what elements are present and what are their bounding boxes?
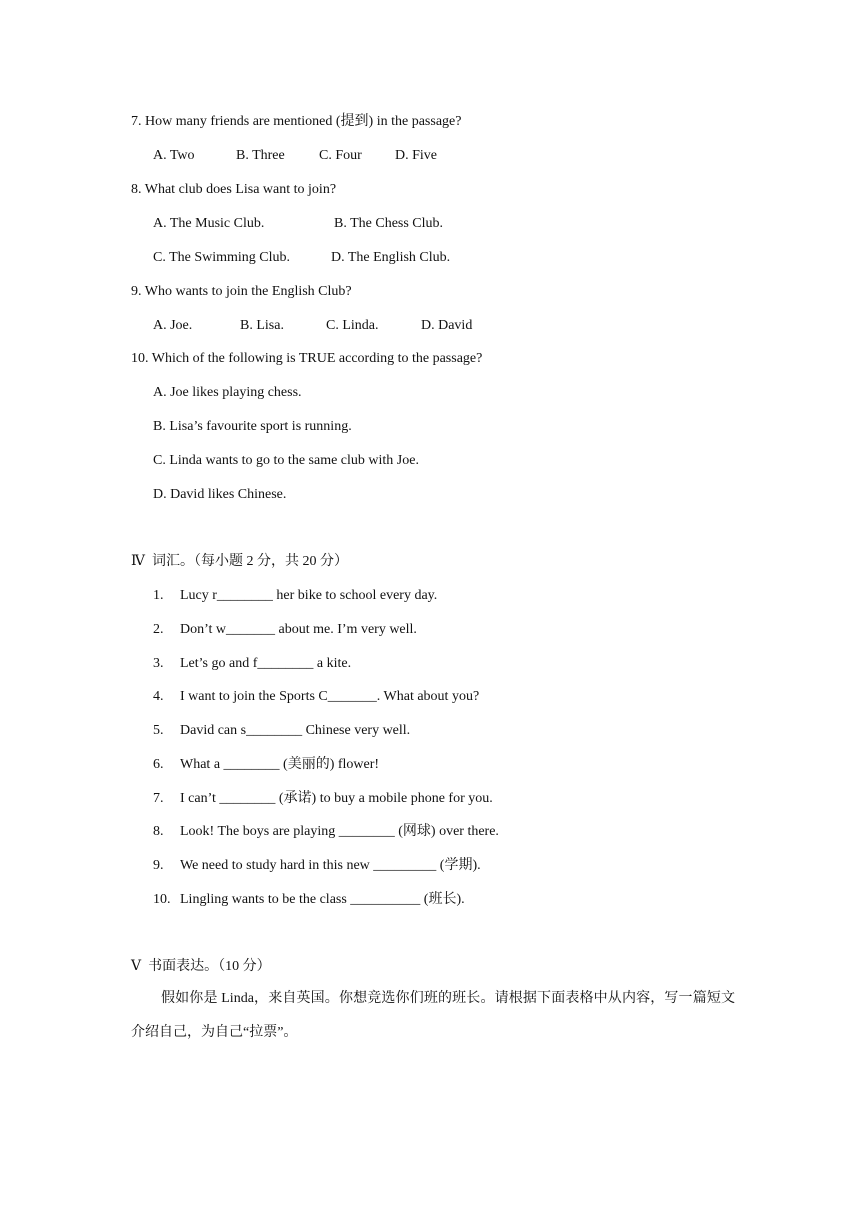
vocab-item	[153, 891, 465, 963]
vocab-item-number: 5.	[153, 723, 164, 738]
vocab-item-text: I can’t ________ (承诺) to buy a mobile phone for you.	[180, 791, 493, 806]
vocab-item-text: Lucy r________ her bike to school every day.	[180, 588, 438, 603]
option: B. Lisa’s favourite sport is running.	[153, 419, 352, 434]
vocab-item-number: 2.	[153, 622, 164, 637]
option: B. Lisa.	[240, 318, 284, 333]
option: C. Linda.	[326, 318, 379, 333]
option: C. The Swimming Club.	[153, 250, 291, 265]
vocab-item-text: We need to study hard in this new _________ (学期).	[180, 858, 481, 873]
question-7: 7. How many friends are mentioned (提到) in the passage?	[131, 114, 462, 129]
option: D. David likes Chinese.	[153, 487, 287, 502]
question-8: 8. What club does Lisa want to join?	[131, 182, 337, 197]
question-9: 9. Who wants to join the English Club?	[131, 284, 352, 299]
vocab-item-number: 3.	[153, 656, 164, 671]
vocab-item-text: Lingling wants to be the class __________ (班长).	[180, 892, 465, 907]
option: A. Joe likes playing chess.	[153, 385, 302, 400]
option: A. Two	[153, 148, 195, 163]
option: A. Joe.	[153, 318, 193, 333]
option: B. The Chess Club.	[334, 216, 444, 231]
option: C. Four	[319, 148, 362, 163]
vocab-item-text: Look! The boys are playing ________ (网球) over there.	[180, 824, 499, 839]
section-heading-writing: Ⅴ 书面表达。（10 分）	[131, 959, 271, 974]
vocab-item-text: Let’s go and f________ a kite.	[180, 656, 352, 671]
writing-prompt: 假如你是 Linda，来自英国。你想竞选你们班的班长。请根据下面表格中从内容，写一篇短文介绍自己，为自己“拉票”。	[131, 991, 735, 1040]
option: D. Five	[395, 148, 437, 163]
vocab-item-number: 9.	[153, 858, 164, 873]
vocab-item-text: Don’t w_______ about me. I’m very well.	[180, 622, 417, 637]
vocab-item-number: 10.	[153, 892, 171, 907]
vocab-item-number: 4.	[153, 689, 164, 704]
section-heading-vocabulary: Ⅳ 词汇。（每小题 2 分，共 20 分）	[131, 554, 348, 569]
question-10: 10. Which of the following is TRUE according to the passage?	[131, 351, 483, 366]
vocab-item-text: What a ________ (美丽的) flower!	[180, 757, 380, 772]
vocab-item-text: I want to join the Sports C_______. What about you?	[180, 689, 480, 704]
vocab-item-number: 6.	[153, 757, 164, 772]
option: D. David	[421, 318, 473, 333]
vocab-item-number: 7.	[153, 791, 164, 806]
option: A. The Music Club.	[153, 216, 265, 231]
vocab-item-text: David can s________ Chinese very well.	[180, 723, 411, 738]
vocab-item-number: 8.	[153, 824, 164, 839]
option: D. The English Club.	[331, 250, 451, 265]
vocab-item-number: 1.	[153, 588, 164, 603]
option: B. Three	[236, 148, 285, 163]
option: C. Linda wants to go to the same club with Joe.	[153, 453, 419, 468]
